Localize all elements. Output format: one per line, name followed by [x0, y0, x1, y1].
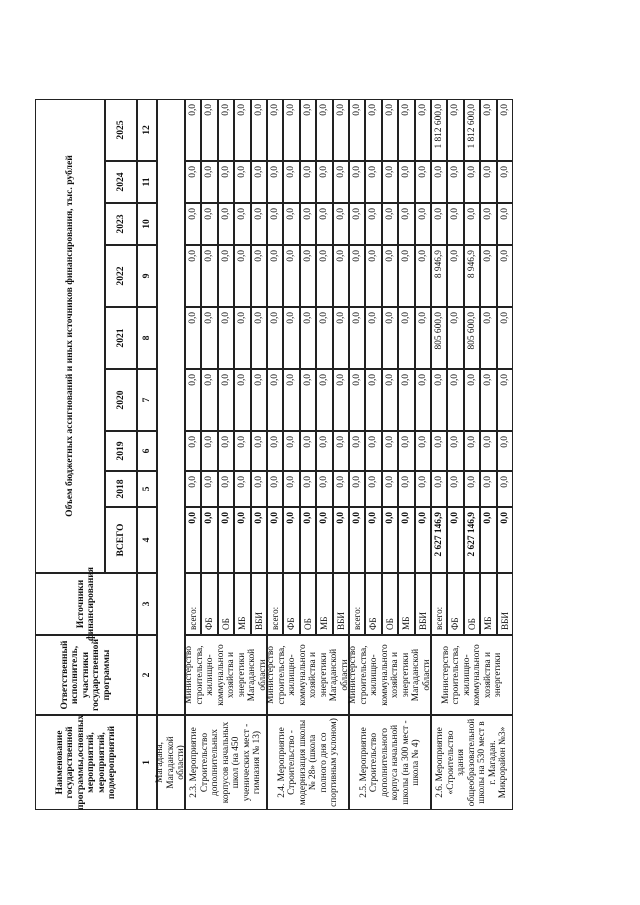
value-cell: 0,0: [300, 369, 316, 431]
value-cell: 0,0: [415, 203, 431, 245]
value-cell: 0,0: [480, 245, 496, 307]
value-cell: 0,0: [464, 369, 480, 431]
value-cell: 0,0: [382, 369, 398, 431]
value-cell: 0,0: [415, 99, 431, 161]
value-cell: 0,0: [316, 307, 332, 369]
value-cell: 0,0: [316, 369, 332, 431]
value-cell: 0,0: [431, 161, 447, 203]
value-cell: 0,0: [316, 431, 332, 471]
value-cell: 0,0: [349, 307, 365, 369]
funding-source-cell: ФБ: [283, 573, 299, 635]
value-cell: 0,0: [464, 161, 480, 203]
value-cell: 0,0: [333, 161, 349, 203]
header-year: 2021: [105, 307, 137, 369]
value-cell: 0,0: [447, 471, 463, 507]
value-cell: 0,0: [283, 507, 299, 573]
header-column-number: 12: [137, 99, 157, 161]
header-year: 2019: [105, 431, 137, 471]
value-cell: 0,0: [185, 203, 201, 245]
funding-source-cell: всего:: [185, 573, 201, 635]
value-cell: 0,0: [283, 369, 299, 431]
funding-source-cell: ВБИ: [497, 573, 513, 635]
value-cell: 0,0: [447, 369, 463, 431]
header-year: 2025: [105, 99, 137, 161]
value-cell: 0,0: [267, 99, 283, 161]
value-cell: 0,0: [185, 507, 201, 573]
value-cell: 0,0: [251, 471, 267, 507]
value-cell: 0,0: [415, 369, 431, 431]
value-cell: 0,0: [251, 307, 267, 369]
value-cell: 0,0: [464, 431, 480, 471]
value-cell: 0,0: [349, 471, 365, 507]
value-cell: 0,0: [349, 161, 365, 203]
value-cell: 0,0: [185, 369, 201, 431]
value-cell: 0,0: [398, 99, 414, 161]
value-cell: 0,0: [365, 369, 381, 431]
event-executor: Министерство строительства, жилищно-коммунального хозяйства и энергетики Магаданской области: [185, 635, 267, 715]
event-name: 2.5. Мероприятие Строительство дополнительного корпуса начальной школы (на 300 мест - школа № 4): [349, 715, 431, 810]
value-cell: 0,0: [201, 307, 217, 369]
header-column-number: 9: [137, 245, 157, 307]
value-cell: 0,0: [431, 369, 447, 431]
value-cell: 0,0: [234, 307, 250, 369]
value-cell: 2 627 146,9: [464, 507, 480, 573]
value-cell: 0,0: [365, 307, 381, 369]
value-cell: 0,0: [447, 99, 463, 161]
value-cell: 0,0: [333, 471, 349, 507]
header-year: 2020: [105, 369, 137, 431]
value-cell: 0,0: [365, 203, 381, 245]
value-cell: 0,0: [497, 431, 513, 471]
value-cell: 805 600,0: [464, 307, 480, 369]
value-cell: 0,0: [316, 471, 332, 507]
header-column-number: 8: [137, 307, 157, 369]
header-column-number: 2: [137, 635, 157, 715]
value-cell: 0,0: [267, 245, 283, 307]
value-cell: 0,0: [333, 203, 349, 245]
value-cell: 0,0: [316, 245, 332, 307]
value-cell: 0,0: [251, 245, 267, 307]
value-cell: 0,0: [349, 507, 365, 573]
funding-source-cell: ФБ: [201, 573, 217, 635]
value-cell: 0,0: [415, 431, 431, 471]
funding-source-cell: МБ: [316, 573, 332, 635]
value-cell: 0,0: [218, 369, 234, 431]
value-cell: 0,0: [497, 203, 513, 245]
header-year: 2023: [105, 203, 137, 245]
value-cell: 0,0: [415, 161, 431, 203]
value-cell: 0,0: [480, 431, 496, 471]
value-cell: 0,0: [300, 245, 316, 307]
funding-source-cell: ФБ: [365, 573, 381, 635]
value-cell: 0,0: [300, 161, 316, 203]
header-column-number: 5: [137, 471, 157, 507]
header-column-number: 7: [137, 369, 157, 431]
value-cell: 0,0: [185, 431, 201, 471]
funding-source-cell: МБ: [398, 573, 414, 635]
value-cell: 0,0: [415, 471, 431, 507]
value-cell: 0,0: [201, 203, 217, 245]
value-cell: 0,0: [300, 507, 316, 573]
value-cell: 8 946,9: [431, 245, 447, 307]
value-cell: 0,0: [218, 471, 234, 507]
value-cell: 0,0: [447, 507, 463, 573]
continuation-text: Магадана, Магаданской области): [157, 715, 185, 810]
value-cell: 0,0: [480, 471, 496, 507]
value-cell: 0,0: [283, 161, 299, 203]
value-cell: 0,0: [316, 203, 332, 245]
value-cell: 0,0: [382, 307, 398, 369]
value-cell: 0,0: [497, 161, 513, 203]
value-cell: 0,0: [447, 161, 463, 203]
value-cell: 0,0: [251, 161, 267, 203]
header-column-number: 1: [137, 715, 157, 810]
funding-source-cell: ОБ: [464, 573, 480, 635]
value-cell: 0,0: [316, 161, 332, 203]
value-cell: 0,0: [398, 507, 414, 573]
value-cell: 0,0: [234, 245, 250, 307]
funding-source-cell: ОБ: [382, 573, 398, 635]
funding-source-cell: ВБИ: [251, 573, 267, 635]
funding-source-cell: всего:: [349, 573, 365, 635]
value-cell: 0,0: [234, 431, 250, 471]
value-cell: 0,0: [431, 431, 447, 471]
value-cell: 0,0: [480, 203, 496, 245]
value-cell: 0,0: [415, 307, 431, 369]
value-cell: 0,0: [267, 431, 283, 471]
value-cell: 0,0: [234, 471, 250, 507]
financing-table: [35, 60, 595, 810]
event-name: 2.6. Мероприятие «Строительство здания общеобразовательной школы на 530 мест в г. Магадан. Микрорайон №3»: [431, 715, 513, 810]
header-volume: Объем бюджетных ассигнований и иных источников финансирования, тыс. рублей: [35, 99, 105, 573]
value-cell: 0,0: [201, 431, 217, 471]
value-cell: 0,0: [398, 369, 414, 431]
value-cell: 0,0: [382, 161, 398, 203]
value-cell: 0,0: [431, 471, 447, 507]
value-cell: 0,0: [382, 471, 398, 507]
value-cell: 0,0: [464, 471, 480, 507]
funding-source-cell: МБ: [234, 573, 250, 635]
value-cell: 0,0: [300, 203, 316, 245]
value-cell: 0,0: [333, 369, 349, 431]
value-cell: 0,0: [398, 203, 414, 245]
value-cell: 0,0: [201, 99, 217, 161]
value-cell: 0,0: [218, 507, 234, 573]
value-cell: 0,0: [398, 161, 414, 203]
header-column-number: 10: [137, 203, 157, 245]
continuation-spacer: [157, 99, 185, 715]
header-executor: Ответственный исполнитель, участники государственной программы: [35, 635, 137, 715]
value-cell: 0,0: [497, 507, 513, 573]
header-column-number: 4: [137, 507, 157, 573]
header-column-number: 11: [137, 161, 157, 203]
value-cell: 0,0: [251, 203, 267, 245]
value-cell: 0,0: [234, 507, 250, 573]
funding-source-cell: ФБ: [447, 573, 463, 635]
value-cell: 0,0: [447, 203, 463, 245]
value-cell: 0,0: [415, 245, 431, 307]
value-cell: 2 627 146,9: [431, 507, 447, 573]
header-year: ВСЕГО: [105, 507, 137, 573]
value-cell: 0,0: [480, 369, 496, 431]
value-cell: 0,0: [382, 245, 398, 307]
header-column-number: 6: [137, 431, 157, 471]
value-cell: 0,0: [365, 161, 381, 203]
value-cell: 0,0: [185, 161, 201, 203]
event-name: 2.4. Мероприятие Строительство - модернизация школы № 28» (школа полного дня со спортивным уклоном): [267, 715, 349, 810]
event-executor: Министерство строительства, жилищно-коммунального хозяйства и энергетики: [431, 635, 513, 715]
value-cell: 0,0: [349, 99, 365, 161]
value-cell: 0,0: [185, 245, 201, 307]
value-cell: 1 812 600,0: [431, 99, 447, 161]
value-cell: 0,0: [218, 99, 234, 161]
value-cell: 0,0: [267, 307, 283, 369]
value-cell: 0,0: [267, 203, 283, 245]
value-cell: 0,0: [497, 307, 513, 369]
value-cell: 0,0: [234, 203, 250, 245]
value-cell: 0,0: [447, 307, 463, 369]
value-cell: 0,0: [201, 471, 217, 507]
value-cell: 0,0: [251, 99, 267, 161]
value-cell: 0,0: [415, 507, 431, 573]
value-cell: 0,0: [333, 99, 349, 161]
value-cell: 0,0: [316, 507, 332, 573]
value-cell: 1 812 600,0: [464, 99, 480, 161]
value-cell: 0,0: [497, 471, 513, 507]
value-cell: 0,0: [234, 99, 250, 161]
value-cell: 0,0: [185, 307, 201, 369]
value-cell: 0,0: [398, 245, 414, 307]
value-cell: 0,0: [283, 471, 299, 507]
value-cell: 0,0: [283, 245, 299, 307]
value-cell: 0,0: [333, 431, 349, 471]
value-cell: 0,0: [316, 99, 332, 161]
value-cell: 0,0: [251, 431, 267, 471]
header-year: 2024: [105, 161, 137, 203]
value-cell: 0,0: [365, 99, 381, 161]
value-cell: 0,0: [267, 161, 283, 203]
value-cell: 0,0: [365, 431, 381, 471]
value-cell: 0,0: [218, 245, 234, 307]
value-cell: 0,0: [201, 369, 217, 431]
value-cell: 8 946,9: [464, 245, 480, 307]
header-funding-source: Источники финансирования: [35, 573, 137, 635]
value-cell: 0,0: [218, 307, 234, 369]
value-cell: 0,0: [185, 99, 201, 161]
value-cell: 0,0: [201, 507, 217, 573]
value-cell: 0,0: [218, 161, 234, 203]
funding-source-cell: всего:: [267, 573, 283, 635]
funding-source-cell: ОБ: [218, 573, 234, 635]
value-cell: 0,0: [497, 245, 513, 307]
value-cell: 0,0: [480, 99, 496, 161]
value-cell: 0,0: [365, 507, 381, 573]
value-cell: 0,0: [333, 245, 349, 307]
value-cell: 0,0: [349, 431, 365, 471]
value-cell: 0,0: [447, 431, 463, 471]
value-cell: 0,0: [333, 307, 349, 369]
value-cell: 0,0: [300, 307, 316, 369]
value-cell: 0,0: [300, 99, 316, 161]
value-cell: 0,0: [398, 307, 414, 369]
header-year: 2022: [105, 245, 137, 307]
value-cell: 0,0: [283, 307, 299, 369]
value-cell: 0,0: [185, 471, 201, 507]
value-cell: 805 600,0: [431, 307, 447, 369]
value-cell: 0,0: [365, 245, 381, 307]
funding-source-cell: ВБИ: [415, 573, 431, 635]
funding-source-cell: ОБ: [300, 573, 316, 635]
value-cell: 0,0: [480, 161, 496, 203]
value-cell: 0,0: [251, 507, 267, 573]
value-cell: 0,0: [218, 203, 234, 245]
value-cell: 0,0: [431, 203, 447, 245]
value-cell: 0,0: [283, 203, 299, 245]
event-executor: Министерство строительства, жилищно-коммунального хозяйства и энергетики Магаданской области: [349, 635, 431, 715]
value-cell: 0,0: [497, 369, 513, 431]
header-column-number: 3: [137, 573, 157, 635]
value-cell: 0,0: [300, 431, 316, 471]
value-cell: 0,0: [349, 203, 365, 245]
funding-source-cell: МБ: [480, 573, 496, 635]
value-cell: 0,0: [365, 471, 381, 507]
value-cell: 0,0: [382, 431, 398, 471]
value-cell: 0,0: [267, 369, 283, 431]
value-cell: 0,0: [201, 161, 217, 203]
value-cell: 0,0: [382, 203, 398, 245]
value-cell: 0,0: [480, 507, 496, 573]
value-cell: 0,0: [267, 507, 283, 573]
value-cell: 0,0: [497, 99, 513, 161]
value-cell: 0,0: [464, 203, 480, 245]
event-executor: Министерство строительства, жилищно-коммунального хозяйства и энергетики Магаданской области: [267, 635, 349, 715]
funding-source-cell: всего:: [431, 573, 447, 635]
value-cell: 0,0: [283, 431, 299, 471]
value-cell: 0,0: [201, 245, 217, 307]
value-cell: 0,0: [333, 507, 349, 573]
value-cell: 0,0: [398, 431, 414, 471]
value-cell: 0,0: [251, 369, 267, 431]
value-cell: 0,0: [382, 99, 398, 161]
value-cell: 0,0: [480, 307, 496, 369]
funding-source-cell: ВБИ: [333, 573, 349, 635]
header-program-name: Наименование государственной программы,основных мероприятий, мероприятий, подмероприятий: [35, 715, 137, 810]
value-cell: 0,0: [234, 369, 250, 431]
value-cell: 0,0: [283, 99, 299, 161]
header-year: 2018: [105, 471, 137, 507]
value-cell: 0,0: [234, 161, 250, 203]
value-cell: 0,0: [349, 369, 365, 431]
value-cell: 0,0: [267, 471, 283, 507]
value-cell: 0,0: [218, 431, 234, 471]
value-cell: 0,0: [398, 471, 414, 507]
value-cell: 0,0: [382, 507, 398, 573]
event-name: 2.3. Мероприятие Строительство дополнительных корпусов начальных школ (на 450 ученических мест - гимназия № 13): [185, 715, 267, 810]
value-cell: 0,0: [300, 471, 316, 507]
value-cell: 0,0: [447, 245, 463, 307]
value-cell: 0,0: [349, 245, 365, 307]
